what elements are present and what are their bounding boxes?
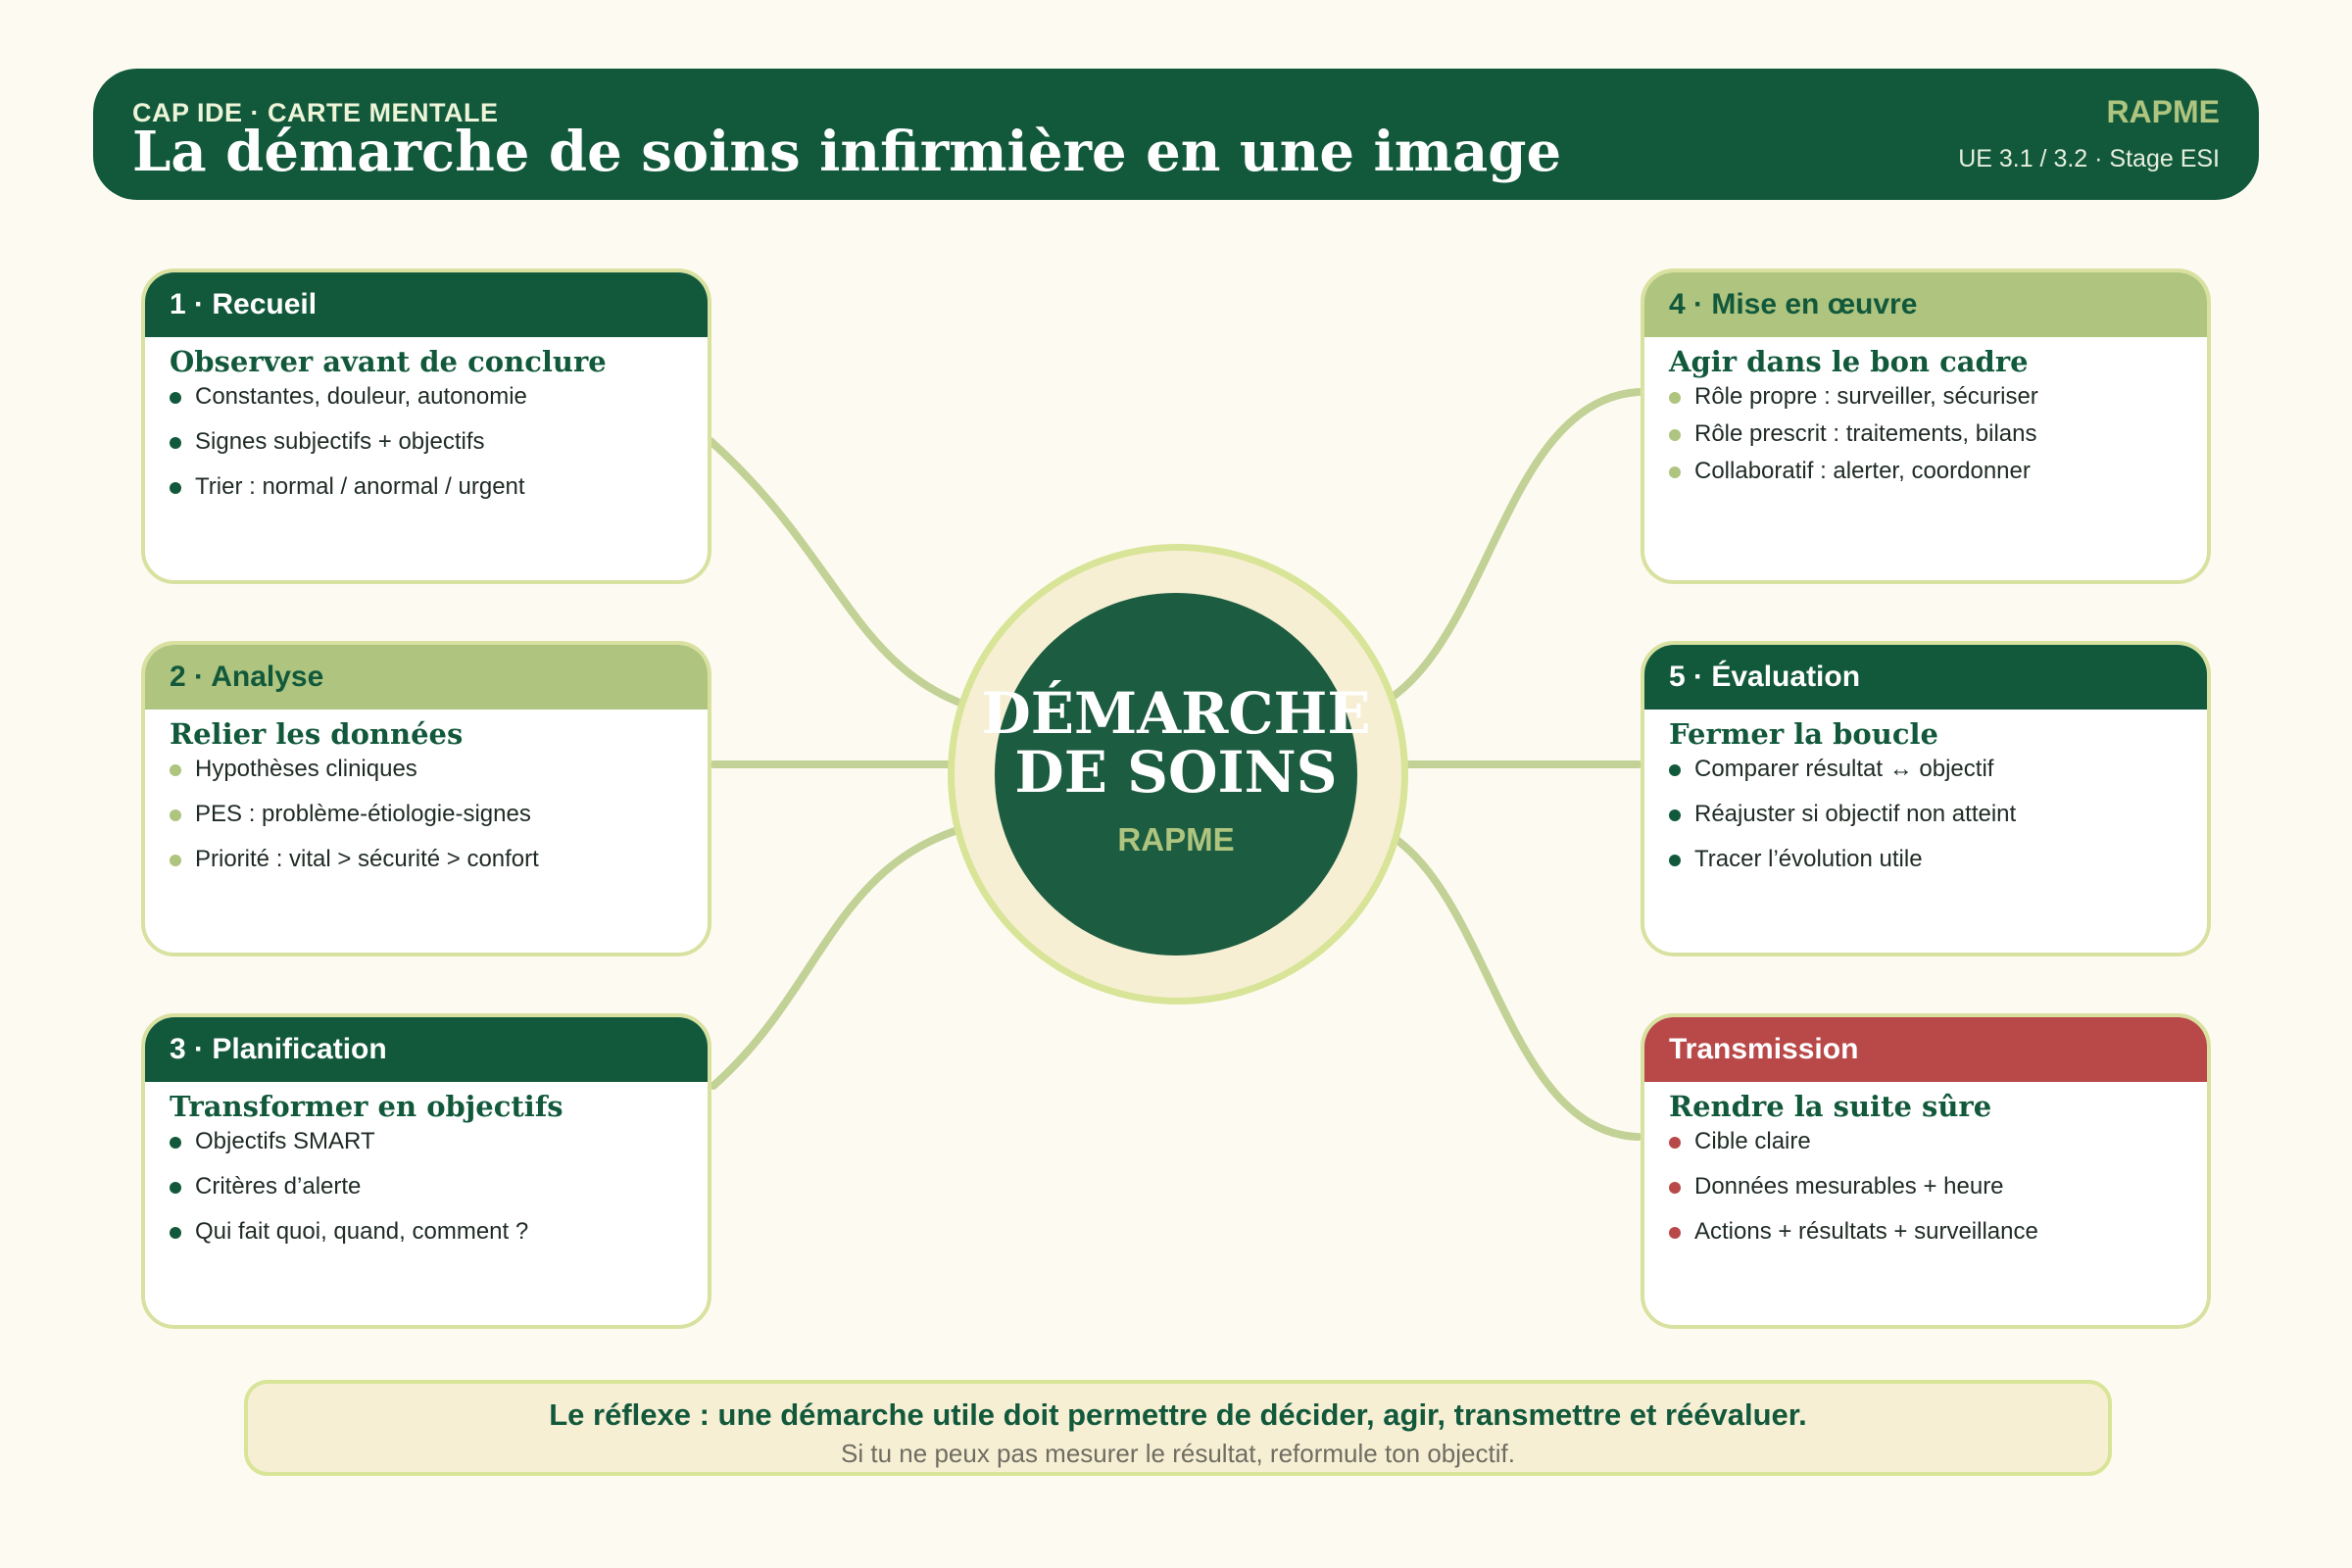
- list-item: [1669, 1172, 2126, 1201]
- bullet-icon: [170, 1137, 181, 1149]
- card-subtitle: Relier les données: [170, 717, 464, 751]
- list-item: [1669, 755, 2126, 784]
- list-item: [170, 845, 548, 874]
- item-text: Données mesurables + heure: [1694, 1173, 2004, 1200]
- card-items: [1644, 755, 2207, 874]
- item-text: Comparer résultat ↔ objectif: [1694, 756, 1994, 782]
- hub-title-line1: DÉMARCHE: [981, 680, 1371, 747]
- bullet-icon: [170, 482, 181, 494]
- bullet-icon: [1669, 764, 1681, 776]
- list-item: [1669, 1217, 2047, 1247]
- card-recueil: [141, 269, 711, 584]
- footer-main-text: Le réflexe : une démarche utile doit permettre de décider, agir, transmettre et réévaluer.: [549, 1397, 1807, 1432]
- item-text: Rôle prescrit : traitements, bilans: [1694, 420, 2037, 447]
- bullet-icon: [1669, 1182, 1681, 1194]
- item-text: Actions + résultats + surveillance: [1694, 1218, 2038, 1245]
- card-title: 3 · Planification: [145, 1017, 708, 1082]
- hub-title-line2: DE SOINS: [1014, 739, 1338, 806]
- item-text: Objectifs SMART: [195, 1128, 375, 1154]
- item-text: Priorité : vital > sécurité > confort: [195, 846, 539, 872]
- card-title: Transmission: [1644, 1017, 2207, 1082]
- item-text: Tracer l’évolution utile: [1694, 846, 1923, 872]
- hub-brand: RAPME: [1117, 821, 1235, 858]
- bullet-icon: [1669, 1227, 1681, 1239]
- card-items: [1644, 382, 2207, 486]
- header-kicker: CAP IDE · CARTE MENTALE: [132, 98, 499, 127]
- hub-title: [980, 680, 1372, 806]
- item-text: PES : problème-étiologie-signes: [195, 801, 531, 827]
- bullet-icon: [170, 855, 181, 866]
- page-header: [93, 69, 2259, 200]
- card-title: 2 · Analyse: [145, 645, 708, 710]
- item-text: Réajuster si objectif non atteint: [1694, 801, 2017, 827]
- list-item: [170, 1217, 548, 1247]
- header-subtitle: UE 3.1 / 3.2 · Stage ESI: [1958, 145, 2220, 172]
- bullet-icon: [170, 1182, 181, 1194]
- card-title: 1 · Recueil: [145, 272, 708, 337]
- list-item: [170, 472, 548, 502]
- bullet-icon: [1669, 429, 1681, 441]
- item-text: Constantes, douleur, autonomie: [195, 383, 527, 410]
- bullet-icon: [170, 1227, 181, 1239]
- list-item: [170, 1127, 548, 1156]
- bullet-icon: [1669, 1137, 1681, 1149]
- card-subtitle: Transformer en objectifs: [170, 1090, 564, 1123]
- list-item: [170, 427, 548, 457]
- item-text: Collaboratif : alerter, coordonner: [1694, 458, 2031, 484]
- footer-sub-text: Si tu ne peux pas mesurer le résultat, reformule ton objectif.: [841, 1439, 1515, 1468]
- item-text: Signes subjectifs + objectifs: [195, 428, 485, 455]
- item-text: Rôle propre : surveiller, sécuriser: [1694, 383, 2038, 410]
- card-subtitle: Rendre la suite sûre: [1669, 1090, 1992, 1123]
- connector-mise-en-oeuvre: [1343, 392, 1639, 717]
- list-item: [170, 800, 626, 829]
- card-items: [1644, 1127, 2207, 1247]
- card-subtitle: Agir dans le bon cadre: [1669, 345, 2029, 378]
- bullet-icon: [1669, 466, 1681, 478]
- card-transmission: [1641, 1013, 2211, 1329]
- bullet-icon: [1669, 855, 1681, 866]
- card-analyse: [141, 641, 711, 956]
- bullet-icon: [1669, 392, 1681, 404]
- list-item: [170, 755, 548, 784]
- header-brand: RAPME: [2106, 94, 2220, 129]
- connector-recueil: [710, 441, 1009, 717]
- item-text: Cible claire: [1694, 1128, 1811, 1154]
- item-text: Trier : normal / anormal / urgent: [195, 473, 525, 500]
- card-subtitle: Observer avant de conclure: [170, 345, 607, 378]
- page-title: La démarche de soins infirmière en une image: [132, 120, 1562, 184]
- list-item: [1669, 845, 2126, 874]
- bullet-icon: [170, 809, 181, 821]
- card-title: 5 · Évaluation: [1644, 645, 2207, 710]
- footer-callout: [244, 1380, 2112, 1476]
- bullet-icon: [170, 392, 181, 404]
- item-text: Qui fait quoi, quand, comment ?: [195, 1218, 529, 1245]
- list-item: [1669, 1127, 2047, 1156]
- list-item: [170, 382, 548, 412]
- list-item: [1669, 382, 2047, 412]
- card-title: 4 · Mise en œuvre: [1644, 272, 2207, 337]
- list-item: [1669, 419, 2047, 449]
- list-item: [1669, 800, 2126, 829]
- card-evaluation: [1641, 641, 2211, 956]
- bullet-icon: [170, 764, 181, 776]
- list-item: [1669, 457, 2047, 486]
- list-item: [170, 1172, 548, 1201]
- card-subtitle: Fermer la boucle: [1669, 717, 1938, 751]
- bullet-icon: [1669, 809, 1681, 821]
- item-text: Hypothèses cliniques: [195, 756, 417, 782]
- card-items: [145, 755, 708, 874]
- bullet-icon: [170, 437, 181, 449]
- card-items: [145, 382, 708, 502]
- card-planification: [141, 1013, 711, 1329]
- card-items: [145, 1127, 708, 1247]
- card-mise-en-oeuvre: [1641, 269, 2211, 584]
- item-text: Critères d’alerte: [195, 1173, 362, 1200]
